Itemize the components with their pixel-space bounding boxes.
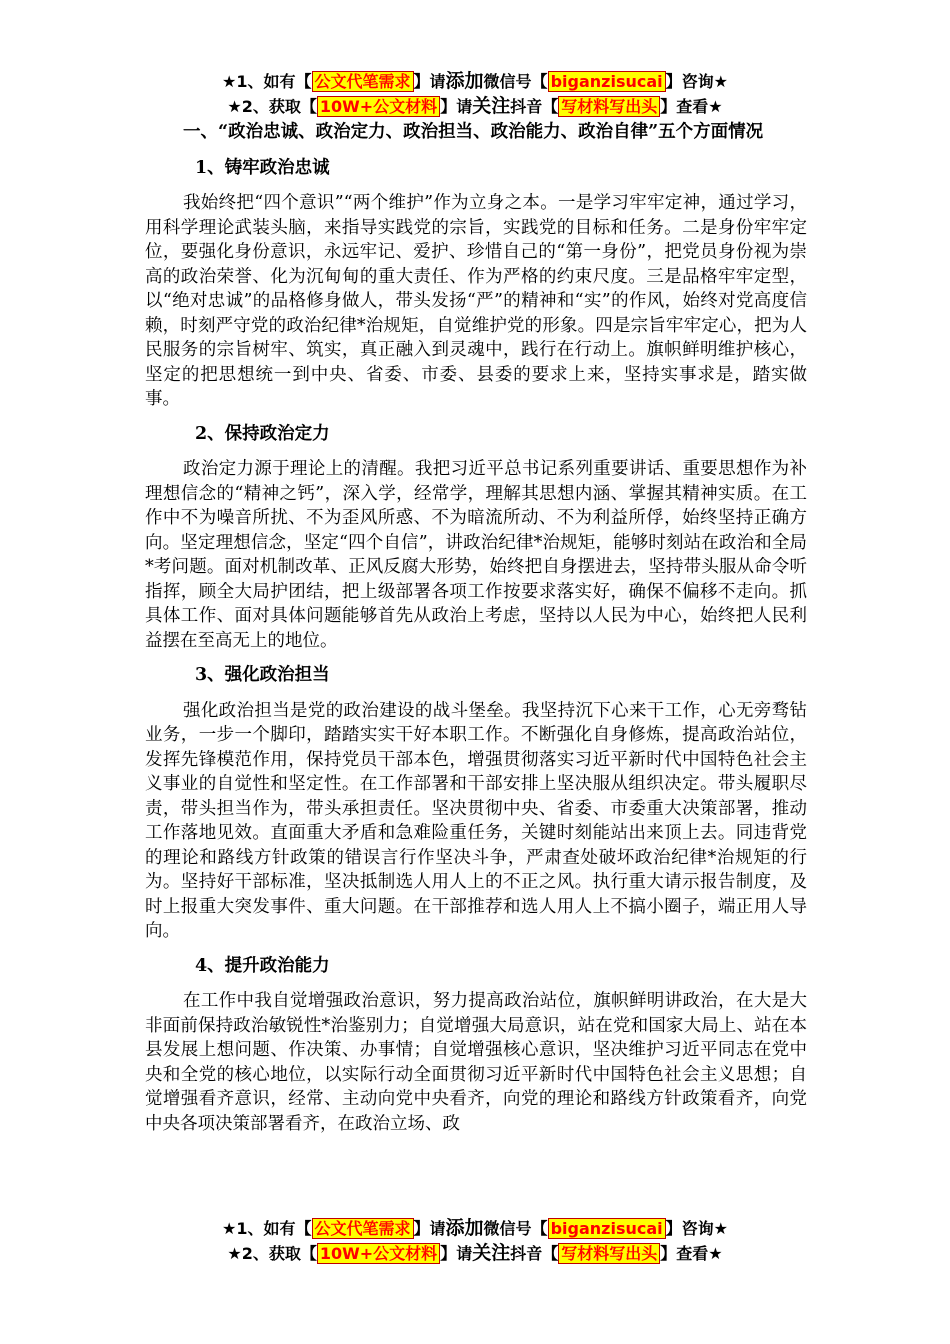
promo-line-2 — [0, 1241, 950, 1266]
promo-highlight-materials: 10W+公文材料 — [317, 96, 440, 117]
section-main-heading: 一、“政治忠诚、政治定力、政治担当、政治能力、政治自律”五个方面情况 — [183, 122, 764, 142]
promo-text: 】查看★ — [660, 97, 723, 116]
promo-text: 抖音【 — [510, 1244, 559, 1263]
promo-text: 】查看★ — [660, 1244, 723, 1263]
promo-highlight-service: 公文代笔需求 — [312, 1218, 414, 1239]
promo-highlight-douyin: 写材料写出头 — [558, 1243, 660, 1264]
promo-line-1 — [0, 69, 950, 94]
promo-text: 】咨询★ — [665, 72, 728, 91]
section-body-responsibility: 强化政治担当是党的政治建设的战斗堡垒。我坚持沉下心来干工作，心无旁骛钻业务，一步一个脚印，踏踏实实干好本职工作。不断强化自身修炼，提高政治站位，发挥先锋模范作用，保持党员干部本色，增强贯彻落实习近平新时代中国特色社会主义事业的自觉性和坚定性。在工作部署和干部安排上坚决服从组织决定。带头履职尽责，带头担当作为，带头承担责任。坚决贯彻中央、省委、市委重大决策部署，推动工作落地见效。直面重大矛盾和急难险重任务，关键时刻能站出来顶上去。同违背党的理论和路线方针政策的错误言行作坚决斗争，严肃查处破坏政治纪律*治规矩的行为。坚持好干部标准，坚决抵制选人用人上的不正之风。执行重大请示报告制度，及时上报重大突发事件、重大问题。在干部推荐和选人用人上不搞小圈子，端正用人导向。 — [145, 700, 807, 941]
promo-emphasis: 关注 — [472, 1242, 511, 1264]
section-title-responsibility: 3、强化政治担当 — [195, 665, 330, 685]
section-title-composure: 2、保持政治定力 — [195, 423, 330, 444]
section-title-capability: 4、提升政治能力 — [195, 955, 330, 976]
promo-highlight-wechat: biganzisucai — [548, 71, 666, 92]
promo-text: 】请 — [413, 72, 446, 91]
promo-text: 】请 — [440, 97, 473, 116]
promo-text: ★2、获取【 — [227, 97, 317, 116]
promo-highlight-douyin: 写材料写出头 — [558, 96, 660, 117]
promo-emphasis: 关注 — [472, 95, 511, 117]
section-body-loyalty: 我始终把“四个意识”“两个维护”作为立身之本。一是学习牢牢定神，通过学习，用科学理论武装头脑，来指导实践党的宗旨，实践党的目标和任务。二是身份牢牢定位，要强化身份意识，永远牢记、爱护、珍惜自己的“第一身份”，把党员身份视为崇高的政治荣誉、化为沉甸甸的重大责任、作为严格的约束尺度。三是品格牢牢定型，以“绝对忠诚”的品格修身做人，带头发扬“严”的精神和“实”的作风，始终对党高度信赖，时刻严守党的政治纪律*治规矩，自觉维护党的形象。四是宗旨牢牢定心，把为人民服务的宗旨树牢、筑实，真正融入到灵魂中，践行在行动上。旗帜鲜明维护核心，坚定的把思想统一到中央、省委、市委、县委的要求上来，坚持实事求是，踏实做事。 — [145, 193, 807, 409]
promo-text: 】请 — [413, 1219, 446, 1238]
promo-highlight-wechat: biganzisucai — [548, 1218, 666, 1239]
promo-emphasis: 添加 — [445, 70, 484, 92]
promo-text: 抖音【 — [510, 97, 559, 116]
promo-bottom — [0, 1216, 950, 1266]
section-body-capability: 在工作中我自觉增强政治意识，努力提高政治站位，旗帜鲜明讲政治，在大是大非面前保持政治敏锐性*治鉴别力；自觉增强大局意识，站在党和国家大局上、站在本县发展上想问题、作决策、办事情；自觉增强核心意识，坚决维护习近平同志在党中央和全党的核心地位，以实际行动全面贯彻习近平新时代中国特色社会主义思想；自觉增强看齐意识，经常、主动向党中央看齐，向党的理论和路线方针政策看齐，向党中央各项决策部署看齐，在政治立场、政 — [145, 991, 807, 1134]
promo-text: ★1、如有【 — [222, 72, 312, 91]
promo-text: 微信号【 — [483, 1219, 548, 1238]
promo-emphasis: 添加 — [445, 1217, 484, 1239]
promo-top — [0, 69, 950, 119]
section-title-loyalty: 1、铸牢政治忠诚 — [195, 157, 330, 178]
promo-text: 】请 — [440, 1244, 473, 1263]
section-body-composure: 政治定力源于理论上的清醒。我把习近平总书记系列重要讲话、重要思想作为补理想信念的“精神之钙”，深入学，经常学，理解其思想内涵、掌握其精神实质。在工作中不为噪音所扰、不为歪风所惑、不为暗流所动、不为利益所俘，始终坚持正确方向。坚定理想信念，坚定“四个自信”，讲政治纪律*治规矩，能够时刻站在政治和全局*考问题。面对机制改革、正风反腐大形势，始终把自身摆进去，坚持带头服从命令听指挥，顾全大局护团结，把上级部署各项工作按要求落实好，确保不偏移不走向。抓具体工作、面对具体问题能够首先从政治上考虑，坚持以人民为中心，始终把人民利益摆在至高无上的地位。 — [145, 459, 807, 651]
document-body — [145, 120, 807, 1146]
promo-text: 】咨询★ — [665, 1219, 728, 1238]
promo-line-1 — [0, 1216, 950, 1241]
promo-highlight-service: 公文代笔需求 — [312, 71, 414, 92]
promo-text: ★2、获取【 — [227, 1244, 317, 1263]
promo-highlight-materials: 10W+公文材料 — [317, 1243, 440, 1264]
promo-text: ★1、如有【 — [222, 1219, 312, 1238]
promo-line-2 — [0, 94, 950, 119]
promo-text: 微信号【 — [483, 72, 548, 91]
